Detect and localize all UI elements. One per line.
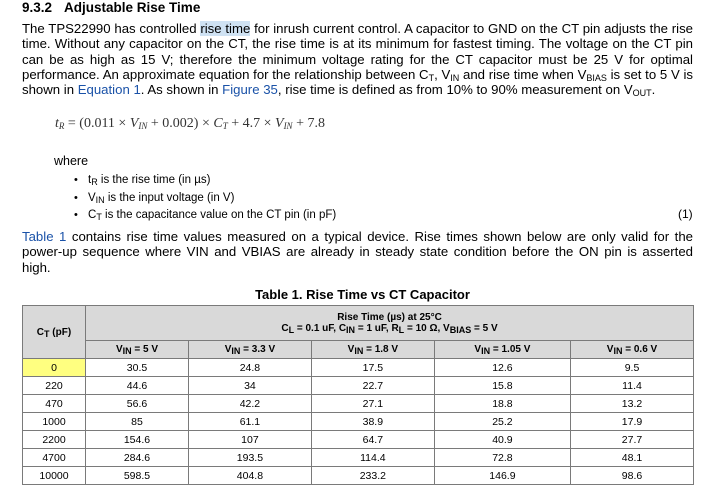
group-header-line: Rise Time (µs) at 25°C — [337, 312, 442, 323]
ct-column-header — [23, 306, 86, 359]
para-text: . As shown in — [140, 82, 223, 98]
vin-column-header — [311, 341, 434, 359]
table-cell: 42.2 — [188, 395, 311, 413]
table-cell: 61.1 — [188, 413, 311, 431]
table-cell: 284.6 — [86, 449, 189, 467]
table-cell: 154.6 — [86, 431, 189, 449]
equation-number: (1) — [678, 207, 693, 221]
rise-time-equation — [55, 116, 325, 132]
eq-subscript: R — [58, 121, 65, 131]
table-cell: 38.9 — [311, 413, 434, 431]
header-text: (pF) — [49, 326, 72, 338]
var-description: is the input voltage (in V) — [104, 191, 235, 204]
eq-symbol: V — [275, 116, 284, 131]
list-item — [88, 190, 336, 208]
table-cell: 15.8 — [434, 377, 570, 395]
header-text: = 3.3 V — [240, 344, 276, 355]
table-title: Table 1. Rise Time vs CT Capacitor — [255, 287, 470, 302]
header-text: V — [474, 344, 482, 355]
table-cell: 17.9 — [571, 413, 694, 431]
table-cell: 34 — [188, 377, 311, 395]
list-item — [88, 207, 336, 225]
table-cell: 114.4 — [311, 449, 434, 467]
table-cell: 22.7 — [311, 377, 434, 395]
var-symbol: C — [88, 209, 97, 221]
table-cell: 27.1 — [311, 395, 434, 413]
table-cell: 12.6 — [434, 359, 570, 377]
eq-symbol: V — [129, 116, 139, 131]
table-cell: 9.5 — [571, 359, 694, 377]
section-heading — [22, 0, 200, 15]
eq-subscript: IN — [138, 121, 148, 131]
table-cell: 72.8 — [434, 449, 570, 467]
table-cell: 85 — [86, 413, 189, 431]
highlighted-text: rise time — [200, 21, 251, 36]
header-text: = 0.1 uF, C — [294, 323, 347, 334]
para-text: for inrush current control. A capacitor to GND on the CT pin adjusts the rise time. Without any capacitor on the CT, the rise time is at its minimum for fastest timing. The voltage on the CT pin can be as high as 15 V; therefore the minimum voltage rating for the CT capacitor must be 25 V for optimal performance. An approximate equation for the relationship between C — [22, 21, 694, 82]
subscript: IN — [613, 346, 623, 356]
header-text: = 1 uF, R — [355, 323, 399, 334]
eq-text: + 4.7 × — [227, 116, 275, 131]
eq-subscript: IN — [283, 121, 293, 131]
subscript: L — [288, 325, 295, 335]
var-description: is the capacitance value on the CT pin (in pF) — [101, 209, 337, 221]
vin-column-header — [434, 341, 570, 359]
subscript: R — [91, 177, 98, 187]
subscript: IN — [122, 346, 132, 356]
table-1-link[interactable]: Table 1 — [22, 229, 67, 244]
table-intro-paragraph — [22, 229, 693, 275]
subscript: T — [96, 212, 102, 222]
var-symbol: V — [88, 191, 96, 204]
subscript: IN — [231, 346, 241, 356]
subscript: IN — [450, 72, 460, 83]
section-title: Adjustable Rise Time — [64, 0, 201, 15]
table-cell: 11.4 — [571, 377, 694, 395]
table-cell: 44.6 — [86, 377, 189, 395]
eq-symbol: t — [55, 116, 59, 131]
vin-column-header — [86, 341, 189, 359]
eq-subscript: T — [222, 121, 228, 131]
table-cell: 1000 — [23, 413, 86, 431]
subscript: BIAS — [449, 325, 472, 335]
table-cell: 48.1 — [571, 449, 694, 467]
table-cell: 17.5 — [311, 359, 434, 377]
variable-list — [88, 172, 336, 225]
header-text: V — [224, 344, 232, 355]
subscript: IN — [346, 325, 356, 335]
rise-time-paragraph — [22, 21, 693, 97]
table-cell: 40.9 — [434, 431, 570, 449]
equation-1-link[interactable]: Equation 1 — [77, 82, 141, 98]
group-header-conditions — [86, 323, 693, 334]
table-row — [23, 395, 694, 413]
para-text: contains rise time values measured on a typical device. Rise times shown below are only valid for the power-up sequence where VIN and VBIAS are already in steady state condition before the ON pin is asserted high. — [22, 229, 693, 275]
table-cell: 404.8 — [188, 467, 311, 485]
header-text: = 0.6 V — [622, 344, 658, 355]
para-text: . — [651, 82, 656, 98]
table-cell: 64.7 — [311, 431, 434, 449]
subscript: T — [428, 72, 435, 83]
subscript: OUT — [632, 88, 652, 99]
table-cell: 220 — [23, 377, 86, 395]
subscript: IN — [354, 346, 364, 356]
table-cell: 598.5 — [86, 467, 189, 485]
header-text: V — [347, 344, 355, 355]
table-body — [23, 359, 694, 485]
table-cell: 18.8 — [434, 395, 570, 413]
header-text: = 1.8 V — [363, 344, 399, 355]
table-row — [23, 413, 694, 431]
para-text: and rise time when V — [459, 66, 587, 82]
table-cell: 193.5 — [188, 449, 311, 467]
rise-time-table — [22, 305, 694, 485]
table-cell: 56.6 — [86, 395, 189, 413]
eq-text: + 0.002) × — [147, 116, 214, 131]
table-row — [23, 449, 694, 467]
header-text: = 5 V — [131, 344, 159, 355]
var-description: is the rise time (in µs) — [97, 174, 211, 186]
table-cell: 10000 — [23, 467, 86, 485]
subscript: BIAS — [586, 72, 607, 83]
table-row — [23, 467, 694, 485]
where-label: where — [54, 154, 89, 168]
table-cell: 233.2 — [311, 467, 434, 485]
subscript: IN — [95, 194, 105, 205]
subscript: L — [398, 325, 405, 335]
eq-symbol: C — [213, 116, 223, 131]
vin-column-header — [571, 341, 694, 359]
header-text: = 1.05 V — [490, 344, 531, 355]
table-cell: 13.2 — [571, 395, 694, 413]
table-cell: 470 — [23, 395, 86, 413]
table-cell: 146.9 — [434, 467, 570, 485]
table-cell: 27.7 — [571, 431, 694, 449]
table-cell: 25.2 — [434, 413, 570, 431]
header-text: = 5 V — [471, 323, 498, 334]
table-cell-ct-highlighted: 0 — [23, 359, 86, 377]
table-row — [23, 359, 694, 377]
table-cell: 98.6 — [571, 467, 694, 485]
header-text: V — [606, 344, 614, 355]
table-row — [23, 431, 694, 449]
header-text: C — [281, 323, 289, 334]
table-cell: 30.5 — [86, 359, 189, 377]
subscript: IN — [481, 346, 491, 356]
eq-text: = (0.011 × — [64, 116, 130, 131]
figure-35-link[interactable]: Figure 35 — [222, 82, 278, 98]
section-number: 9.3.2 — [22, 0, 53, 15]
header-text: V — [115, 344, 123, 355]
table-cell: 2200 — [23, 431, 86, 449]
header-text: = 10 Ω, V — [404, 323, 450, 334]
para-text: The TPS22990 has controlled — [22, 21, 201, 36]
subscript: T — [44, 328, 50, 339]
list-item — [88, 172, 336, 190]
table-cell: 24.8 — [188, 359, 311, 377]
var-symbol: t — [88, 174, 92, 186]
vin-column-header — [188, 341, 311, 359]
para-text: is set to 5 V is shown in — [22, 66, 693, 98]
eq-text: + 7.8 — [292, 116, 325, 131]
table-cell: 4700 — [23, 449, 86, 467]
table-cell: 107 — [188, 431, 311, 449]
header-text: C — [36, 326, 45, 338]
table-row — [23, 377, 694, 395]
rise-time-group-header — [86, 306, 694, 341]
para-text: , V — [434, 66, 451, 82]
para-text: , rise time is defined as from 10% to 90% measurement on V — [277, 82, 633, 98]
